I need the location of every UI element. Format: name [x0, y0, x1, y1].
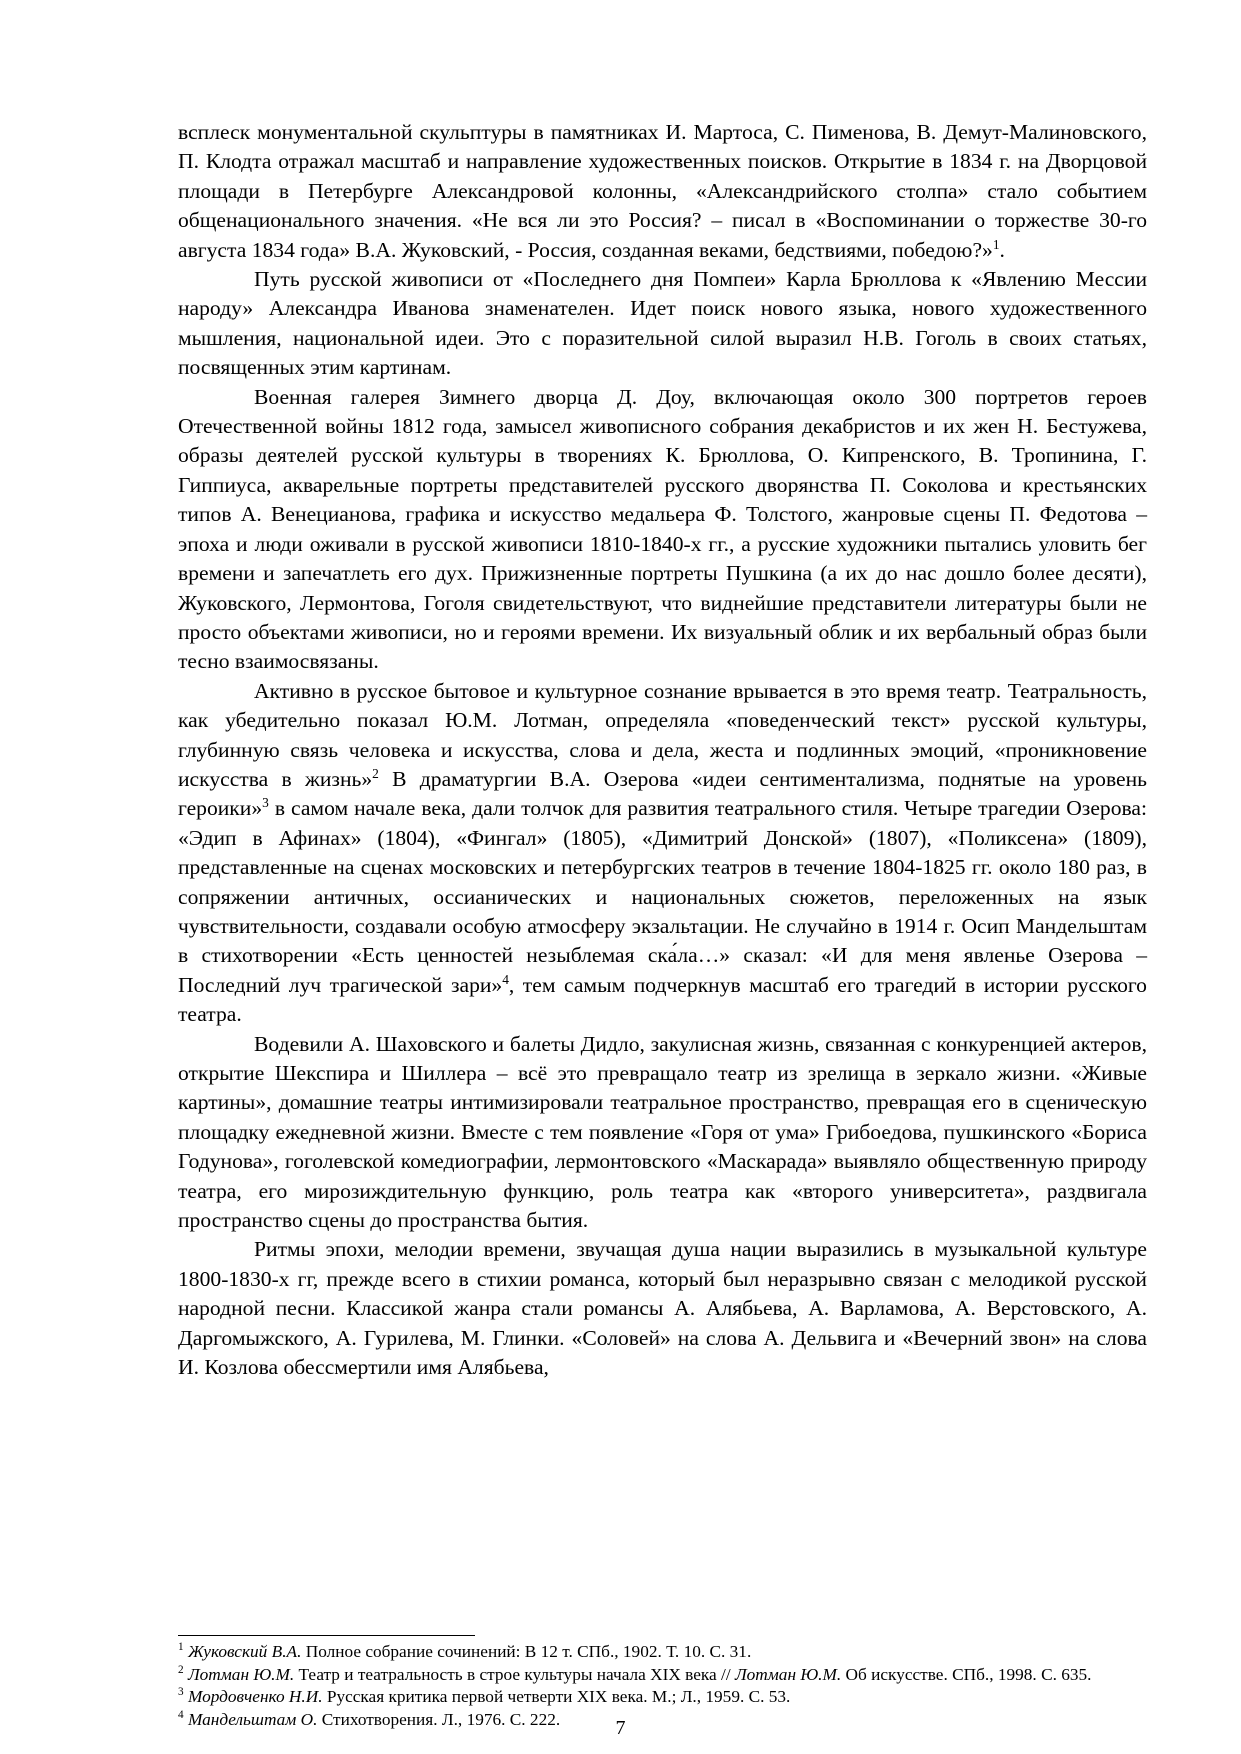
paragraph: всплеск монументальной скульптуры в памятниках И. Мартоса, С. Пименова, В. Демут-Малиновского, П. Клодта отражал масштаб и направление художественных поисков. Открытие в 1834 г. на Дворцовой площади в Петербурге Александровой колонны, «Александрийского столпа» стало событием общенационального значения. «Не вся ли это Россия? – писал в «Воспоминании о торжестве 30-го августа 1834 года» В.А. Жуковский, - Россия, созданная веками, бедствиями, победою?»$^1$. — [178, 120, 1147, 262]
footnote: $^2$ Лотман Ю.М. Театр и театральность в строе культуры начала XIX века // Лотман Ю.М. Об искусстве. СПб., 1998. С. 635. — [178, 1663, 1092, 1684]
footnote-ref: 3 — [262, 795, 269, 811]
body-text — [178, 118, 1147, 1382]
footnote: $^4$ Мандельштам О. Стихотворения. Л., 1976. С. 222. — [178, 1709, 561, 1729]
footnote: $^3$ Мордовченко Н.И. Русская критика первой четверти XIX века. М.; Л., 1959. С. 53. — [178, 1686, 791, 1707]
footnote-ref: 1 — [992, 236, 1000, 252]
footnote: $^1$ Жуковский В.А. Полное собрание сочинений: В 12 т. СПб., 1902. Т. 10. С. 31. — [178, 1641, 752, 1661]
paragraph: Активно в русское бытовое и культурное сознание врывается в это время театр. Театральность, как убедительно показал Ю.М. Лотман, определяла «поведенческий текст» русской культуры, глубинную связь человека и искусства, слова и дела, жеста и подлинных эмоций, «проникновение искусства в жизнь»$^2$ В драматургии В.А. Озерова «идеи сентиментализма, поднятые на уровень героики»$^3$ в самом начале века, дали толчок для развития театрального стиля. Четыре трагедии Озерова: «Эдип в Афинах» (1804), «Фингал» (1805), «Димитрий Донской» (1807), «Поликсена» (1809), представленные на сценах московских и петербургских театров в течение 1804-1825 гг. около 180 раз, в сопряжении античных, оссианических и национальных сюжетов, переложенных на язык чувствительности, создавали особую атмосферу экзальтации. Не случайно в 1914 г. Осип Мандельштам в стихотворении «Есть ценностей незыблемая ска́ла…» сказал: «И для меня явленье Озерова – Последний луч трагической зари»$^4$, тем самым подчеркнув масштаб его трагедий в истории русского театра. — [178, 678, 1147, 1027]
footnote-ref: 2 — [372, 765, 379, 781]
footnote-separator — [178, 1635, 475, 1636]
page-number: 7 — [615, 1717, 626, 1739]
paragraph: Водевили А. Шаховского и балеты Дидло, закулисная жизнь, связанная с конкуренцией актеров, открытие Шекспира и Шиллера – всё это превращало театр из зрелища в зеркало жизни. «Живые картины», домашние театры интимизировали театральное пространство, превращая его в сценическую площадку ежедневной жизни. Вместе с тем появление «Горя от ума» Грибоедова, пушкинского «Бориса Годунова», гоголевской комедиографии, лермонтовского «Маскарада» выявляло общественную природу театра, его мирозиждительную функцию, роль театра как «второго университета», раздвигала пространство сцены до пространства бытия. — [178, 1031, 1147, 1233]
paragraph: Ритмы эпохи, мелодии времени, звучащая душа нации выразились в музыкальной культуре 1800-1830-х гг, прежде всего в стихии романса, который был неразрывно связан с мелодикой русской народной песни. Классикой жанра стали романсы А. Алябьева, А. Варламова, А. Верстовского, А. Даргомыжского, А. Гурилева, М. Глинки. «Соловей» на слова А. Дельвига и «Вечерний звон» на слова И. Козлова обессмертили имя Алябьева, — [178, 1237, 1147, 1380]
paragraph: Военная галерея Зимнего дворца Д. Доу, включающая около 300 портретов героев Отечественной войны 1812 года, замысел живописного собрания декабристов и их жен Н. Бестужева, образы деятелей русской культуры в творениях К. Брюллова, О. Кипренского, В. Тропинина, Г. Гиппиуса, акварельные портреты представителей русского дворянства П. Соколова и крестьянских типов А. Венецианова, графика и искусство медальера Ф. Толстого, жанровые сцены П. Федотова – эпоха и люди оживали в русской живописи 1810-1840-х гг., а русские художники пытались уловить бег времени и запечатлеть его дух. Прижизненные портреты Пушкина (а их до нас дошло более десяти), Жуковского, Лермонтова, Гоголя свидетельствуют, что виднейшие представители литературы были не просто объектами живописи, но и героями времени. Их визуальный облик и их вербальный образ были тесно взаимосвязаны. — [178, 384, 1147, 674]
footnote-ref: 4 — [502, 971, 509, 987]
paragraph: Путь русской живописи от «Последнего дня Помпеи» Карла Брюллова к «Явлению Мессии народу» Александра Иванова знаменателен. Идет поиск нового языка, нового художественного мышления, национальной идеи. Это с поразительной силой выразил Н.В. Гоголь в своих статьях, посвященных этим картинам. — [178, 267, 1147, 380]
